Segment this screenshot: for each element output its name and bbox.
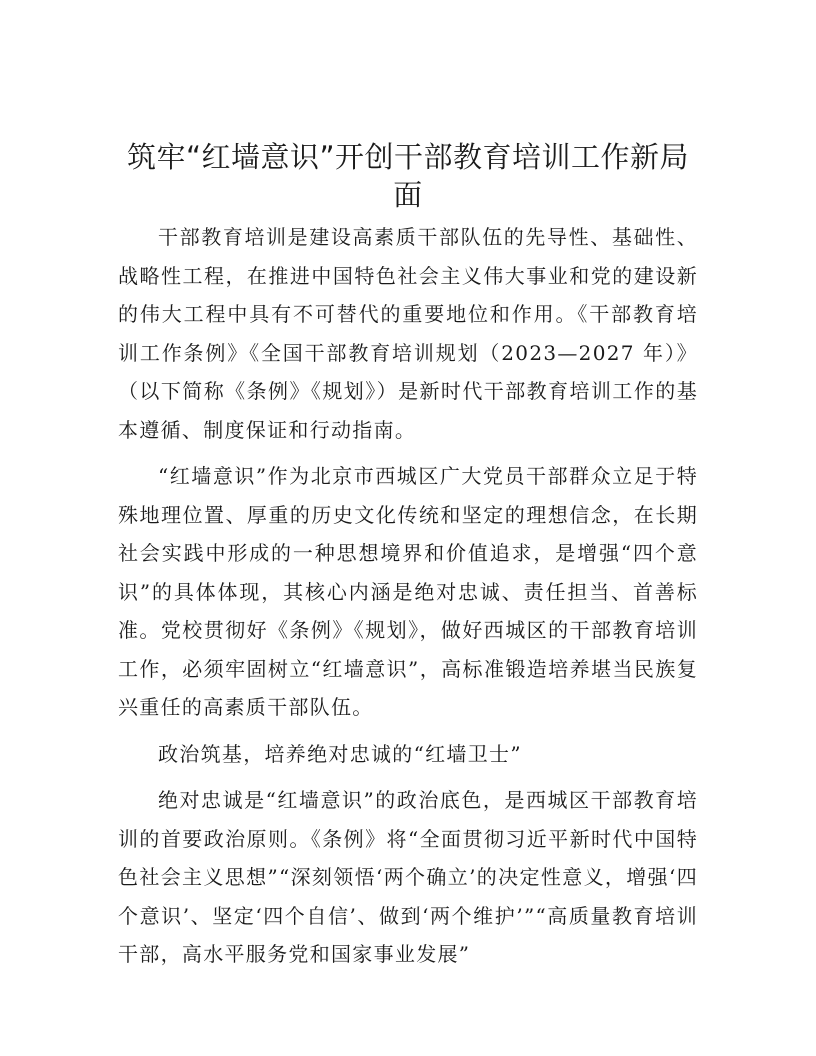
section-paragraph: 绝对忠诚是“红墙意识”的政治底色，是西城区干部教育培训的首要政治原则。《条例》将“全面贯彻习近平新时代中国特色社会主义思想”“深刻领悟‘两个确立’的决定性意义，增强‘四个意识’、坚定‘四个自信’、做到‘两个维护’”“高质量教育培训干部，高水平服务党和国家事业发展”	[118, 788, 698, 966]
section-heading: 政治筑基，培养绝对忠诚的“红墙卫士”	[158, 741, 522, 766]
document-title: 筑牢“红墙意识”开创干部教育培训工作新局面	[126, 140, 690, 212]
body-paragraph-2: “红墙意识”作为北京市西城区广大党员干部群众立足于特殊地理位置、厚重的历史文化传统和坚定的理想信念，在长期社会实践中形成的一种思想境界和价值追求，是增强“四个意识”的具体体现，其核心内涵是绝对忠诚、责任担当、首善标准。党校贯彻好《条例》《规划》，做好西城区的干部教育培训工作，必须牢固树立“红墙意识”，高标准锻造培养堪当民族复兴重任的高素质干部队伍。	[118, 464, 698, 719]
document-page	[118, 138, 698, 982]
body-paragraph-1: 干部教育培训是建设高素质干部队伍的先导性、基础性、战略性工程，在推进中国特色社会主义伟大事业和党的建设新的伟大工程中具有不可替代的重要地位和作用。《干部教育培训工作条例》《全国干部教育培训规划（2023—2027 年）》（以下简称《条例》《规划》）是新时代干部教育培训工作的基本遵循、制度保证和行动指南。	[118, 225, 698, 442]
